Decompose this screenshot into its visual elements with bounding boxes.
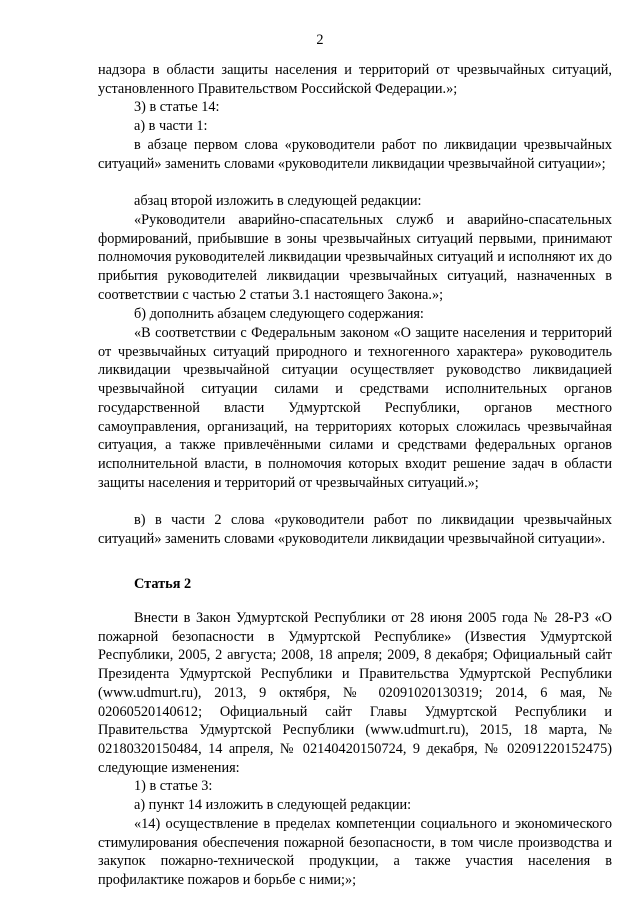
paragraph: «В соответствии с Федеральным законом «О защите населения и территорий от чрезвычайных ситуаций природного и техногенного характера» руководитель ликвидации чрезвычайной ситуации осуществляет руководство ликвидацией чрезвычайной ситуации силами и средствами исполнительных органов государственной власти Удмуртской Республики, органов местного самоуправления, организаций, на территориях которых сложилась чрезвычайная ситуация, а также привлечёнными силами и средствами федеральных органов исполнительной власти, в полномочия которых входит решение задач в области защиты населения и территорий от чрезвычайных ситуаций.»; — [98, 325, 612, 491]
paragraph: Внести в Закон Удмуртской Республики от 28 июня 2005 года № 28-РЗ «О пожарной безопасности в Удмуртской Республике» (Известия Удмуртской Республики, 2005, 2 августа; 2008, 18 апреля; 2009, 8 декабря; Официальный сайт Президента Удмуртской Республики и Правительства Удмуртской Республики (www.udmurt.ru), 2013, 9 октября, № 02091020130319; 2014, 6 мая, № 02060520140612; Официальный сайт Главы Удмуртской Республики и Правительства Удмуртской Республики (www.udmurt.ru), 2015, 18 марта, № 02180320150484, 14 апреля, № 02140420150724, 9 декабря, № 02091220152475) следующие изменения: — [98, 610, 612, 776]
paragraph: в) в части 2 слова «руководители работ по ликвидации чрезвычайных ситуаций» заменить словами «руководители ликвидации чрезвычайной ситуации». — [98, 512, 612, 547]
page-number: 2 — [316, 32, 324, 48]
paragraph: 1) в статье 3: — [134, 778, 213, 794]
paragraph: «Руководители аварийно-спасательных служб и аварийно-спасательных формирований, прибывшие в зоны чрезвычайных ситуаций первыми, принимают полномочия руководителей ликвидации чрезвычайных ситуаций и исполняют их до прибытия руководителей ликвидации чрезвычайных ситуаций, назначенных в соответствии с частью 2 статьи 3.1 настоящего Закона.»; — [98, 212, 612, 303]
paragraph: б) дополнить абзацем следующего содержания: — [134, 306, 424, 322]
article-heading: Статья 2 — [134, 576, 192, 592]
paragraph: в абзаце первом слова «руководители работ по ликвидации чрезвычайных ситуаций» заменить словами «руководители ликвидации чрезвычайной ситуации»; — [98, 137, 612, 172]
paragraph: 3) в статье 14: — [134, 99, 220, 115]
paragraph: «14) осуществление в пределах компетенции социального и экономического стимулирования обеспечения пожарной безопасности, в том числе производства и закупок пожарно-технической продукции, а также участия населения в профилактике пожаров и борьбе с ними;»; — [98, 816, 612, 889]
paragraph: абзац второй изложить в следующей редакции: — [134, 193, 422, 209]
paragraph: а) в части 1: — [134, 118, 208, 134]
paragraph: а) пункт 14 изложить в следующей редакции: — [134, 797, 412, 813]
paragraph: надзора в области защиты населения и территорий от чрезвычайных ситуаций, установленного Правительством Российской Федерации.»; — [98, 62, 612, 97]
